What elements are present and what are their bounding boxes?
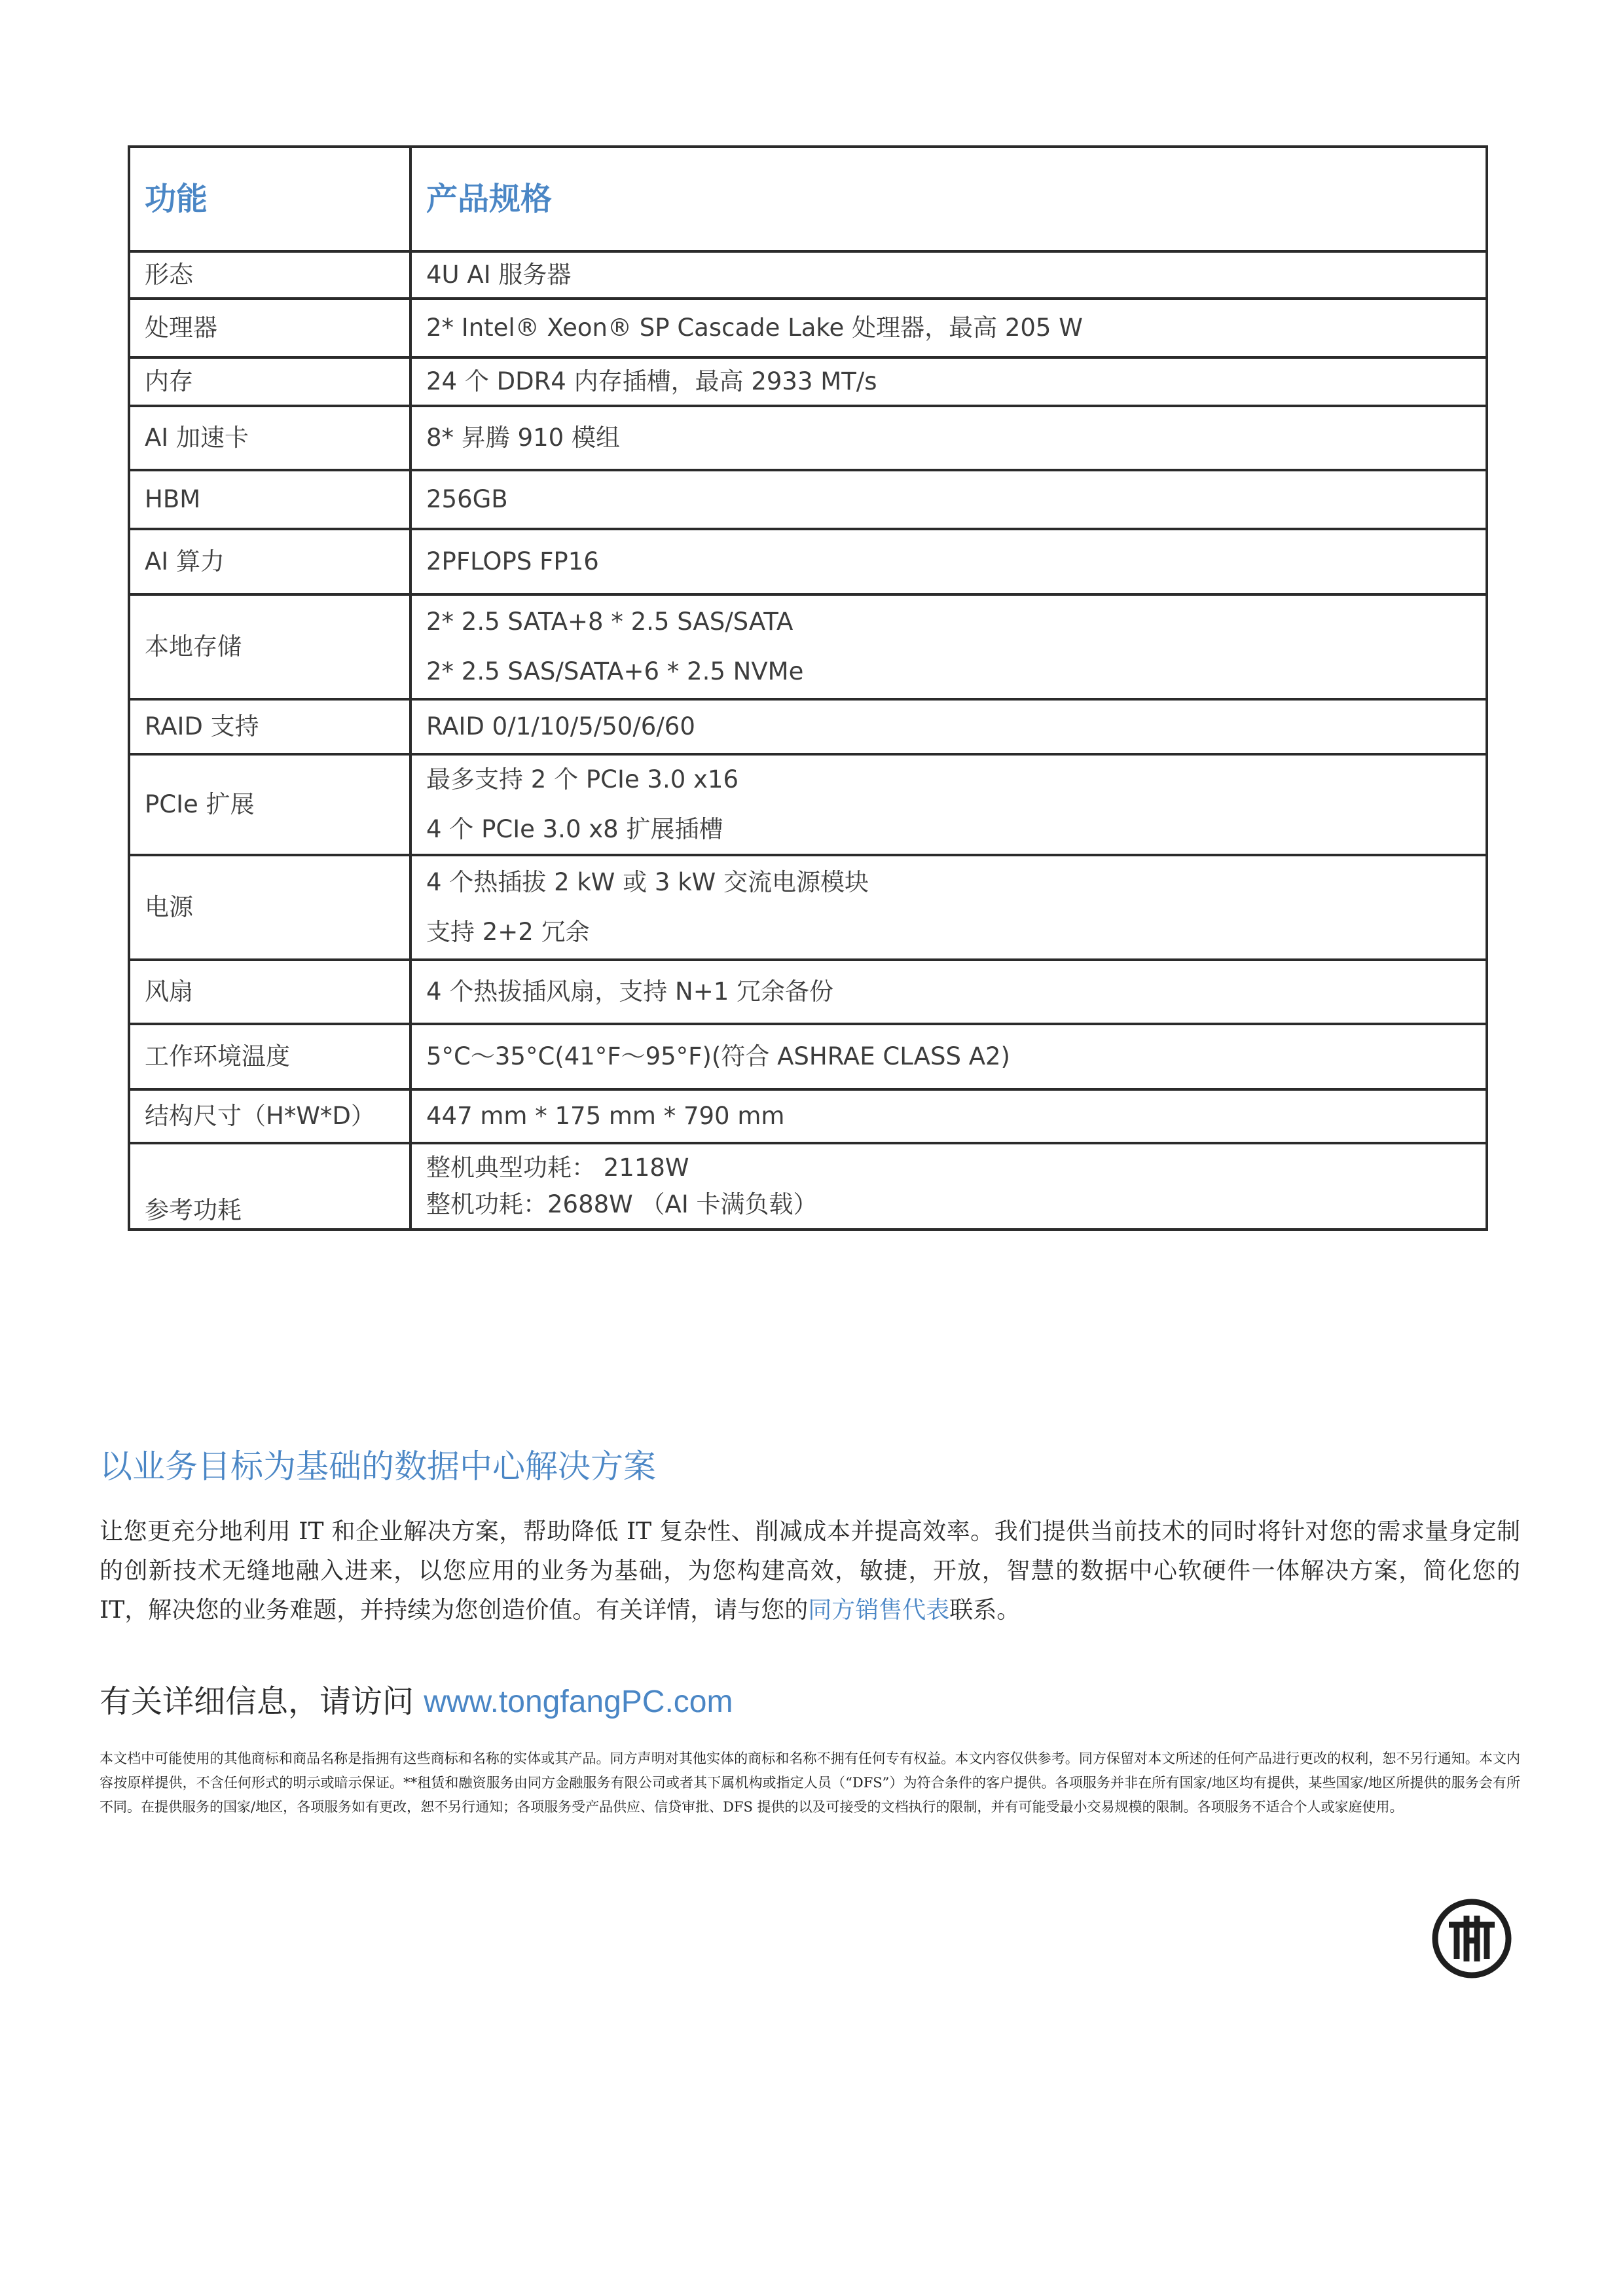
spec-feature-cell: 处理器: [129, 299, 410, 357]
spec-value-line: 4 个热拔插风扇，支持 N+1 冗余备份: [426, 977, 834, 1006]
spec-feature-cell: 工作环境温度: [129, 1024, 410, 1089]
spec-feature-cell: AI 算力: [129, 529, 410, 594]
spec-row: [129, 299, 1487, 357]
spec-value-line: 4 个 PCIe 3.0 x8 扩展插槽: [426, 815, 723, 843]
spec-row: [129, 406, 1487, 470]
spec-value-line: 5°C～35°C(41°F～95°F)(符合 ASHRAE CLASS A2): [426, 1042, 1010, 1070]
solution-text-end: 联系。: [949, 1597, 1021, 1624]
spec-feature-cell: 电源: [129, 855, 410, 960]
spec-value-line: 256GB: [426, 484, 508, 513]
spec-row: [129, 357, 1487, 406]
spec-value-cell: [410, 357, 1487, 406]
spec-feature-cell: PCIe 扩展: [129, 754, 410, 855]
spec-row: [129, 251, 1487, 299]
website-link[interactable]: www.tongfangPC.com: [424, 1685, 733, 1719]
spec-value-cell: [410, 855, 1487, 960]
spec-feature-cell: 形态: [129, 251, 410, 299]
spec-value-cell: [410, 529, 1487, 594]
solution-text: 让您更充分地利用 IT 和企业解决方案，帮助降低 IT 复杂性、削减成本并提高效率。我们提供当前技术的同时将针对您的需求量身定制的创新技术无缝地融入进来，以您应用的业务为基础，为您构建高效，敏捷，开放，智慧的数据中心软硬件一体解决方案，简化您的 IT，解决您的业务难题，并持续为您创造价值。有关详情，请与您的: [100, 1518, 1520, 1624]
spec-column-header: 产品规格: [410, 147, 1487, 251]
spec-value-cell: [410, 960, 1487, 1024]
spec-value-line: 2* 2.5 SATA+8 * 2.5 SAS/SATA: [426, 607, 793, 636]
spec-table-body: [129, 251, 1487, 1230]
spec-feature-cell: 结构尺寸（H*W*D）: [129, 1089, 410, 1143]
spec-value-line: 4 个热插拔 2 kW 或 3 kW 交流电源模块: [426, 867, 869, 896]
spec-table-header-row: [129, 147, 1487, 251]
spec-feature-cell: 参考功耗: [129, 1143, 410, 1230]
spec-value-cell: [410, 299, 1487, 357]
spec-row: [129, 529, 1487, 594]
sales-rep-link[interactable]: 同方销售代表: [808, 1597, 950, 1624]
spec-feature-cell: HBM: [129, 470, 410, 529]
spec-value-cell: [410, 406, 1487, 470]
spec-value-line: 整机功耗：2688W （AI 卡满负载）: [426, 1190, 818, 1218]
spec-row: [129, 754, 1487, 855]
spec-value-cell: [410, 754, 1487, 855]
spec-value-line: 2* Intel® Xeon® SP Cascade Lake 处理器，最高 205 W: [426, 313, 1083, 342]
spec-value-cell: [410, 1143, 1487, 1230]
spec-value-cell: [410, 1089, 1487, 1143]
more-info-line: [100, 1676, 733, 1721]
spec-feature-cell: RAID 支持: [129, 699, 410, 754]
spec-value-line: 8* 昇腾 910 模组: [426, 423, 620, 452]
spec-value-line: 2PFLOPS FP16: [426, 547, 599, 575]
spec-row: [129, 1089, 1487, 1143]
more-info-label: 有关详细信息，请访问: [100, 1683, 424, 1720]
spec-table: [128, 145, 1488, 1231]
spec-value-line: 4U AI 服务器: [426, 260, 572, 289]
spec-row: [129, 855, 1487, 960]
feature-column-header: 功能: [129, 147, 410, 251]
spec-value-line: 2* 2.5 SAS/SATA+6 * 2.5 NVMe: [426, 657, 804, 685]
spec-row: [129, 699, 1487, 754]
spec-row: [129, 594, 1487, 699]
spec-row: [129, 1024, 1487, 1089]
spec-value-line: 最多支持 2 个 PCIe 3.0 x16: [426, 765, 739, 793]
spec-feature-cell: 内存: [129, 357, 410, 406]
spec-row: [129, 1143, 1487, 1230]
spec-value-line: RAID 0/1/10/5/50/6/60: [426, 712, 695, 740]
spec-feature-cell: AI 加速卡: [129, 406, 410, 470]
spec-value-cell: [410, 470, 1487, 529]
disclaimer-text: 本文档中可能使用的其他商标和商品名称是指拥有这些商标和名称的实体或其产品。同方声明对其他实体的商标和名称不拥有任何专有权益。本文内容仅供参考。同方保留对本文所述的任何产品进行更改的权利，恕不另行通知。本文内容按原样提供，不含任何形式的明示或暗示保证。**租赁和融资服务由同方金融服务有限公司或者其下属机构或指定人员（“DFS”）为符合条件的客户提供。各项服务并非在所有国家/地区均有提供，某些国家/地区所提供的服务会有所不同。在提供服务的国家/地区，各项服务如有更改，恕不另行通知；各项服务受产品供应、信贷审批、DFS 提供的以及可接受的文档执行的限制，并有可能受最小交易规模的限制。各项服务不适合个人或家庭使用。: [100, 1751, 1520, 1815]
spec-value-line: 24 个 DDR4 内存插槽，最高 2933 MT/s: [426, 367, 877, 395]
spec-row: [129, 470, 1487, 529]
solution-paragraph: [100, 1512, 1520, 1630]
spec-feature-cell: 本地存储: [129, 594, 410, 699]
spec-value-line: 支持 2+2 冗余: [426, 918, 590, 946]
spec-value-cell: [410, 1024, 1487, 1089]
spec-value-line: 整机典型功耗： 2118W: [426, 1153, 689, 1182]
solution-title: 以业务目标为基础的数据中心解决方案: [100, 1448, 656, 1485]
spec-feature-cell: 风扇: [129, 960, 410, 1024]
tongfang-logo-icon: [1431, 1897, 1513, 1980]
spec-value-line: 447 mm * 175 mm * 790 mm: [426, 1101, 785, 1130]
spec-value-cell: [410, 594, 1487, 699]
spec-value-cell: [410, 251, 1487, 299]
spec-row: [129, 960, 1487, 1024]
spec-value-cell: [410, 699, 1487, 754]
